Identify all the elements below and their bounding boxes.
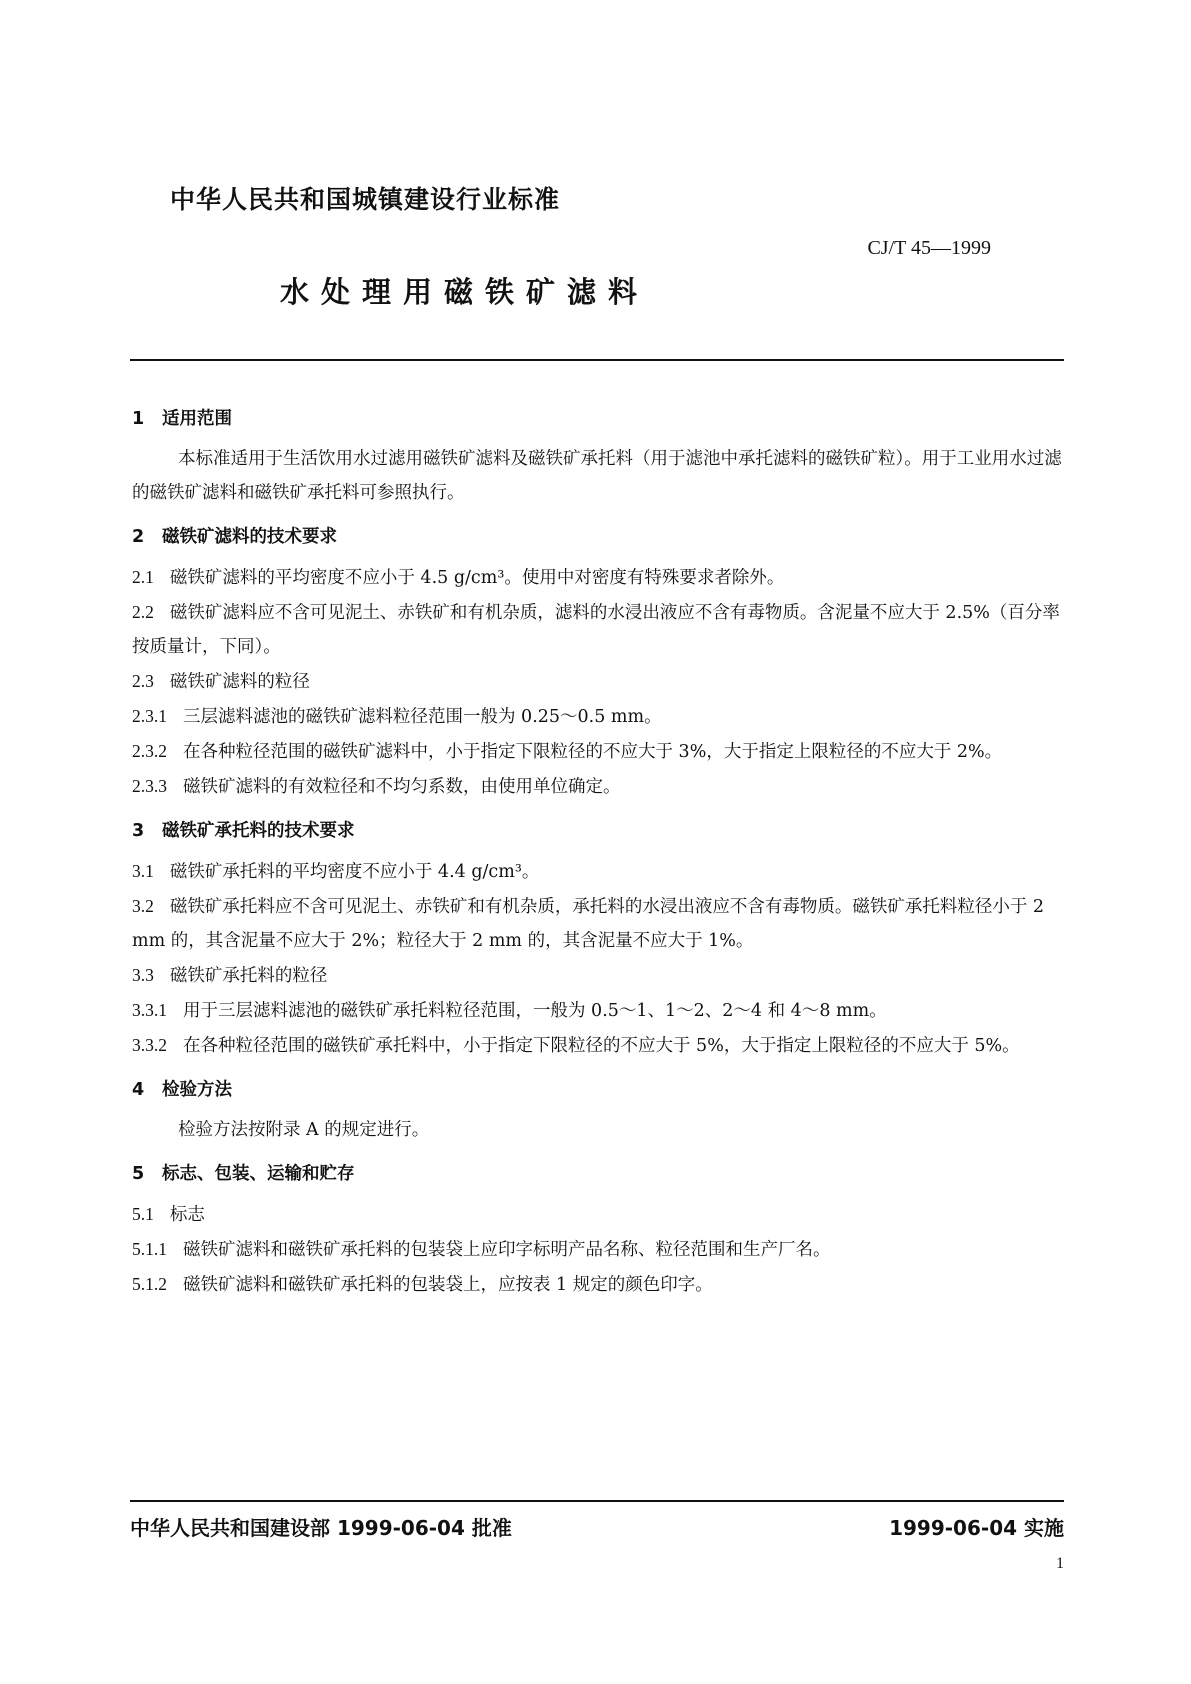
section-title: 适用范围	[162, 409, 232, 429]
section-number: 4	[132, 1080, 145, 1100]
clause-number: 5.1.2	[132, 1274, 167, 1294]
clause-number: 5.1	[132, 1204, 154, 1224]
clause-5-1	[132, 1197, 1064, 1232]
clause-text: 磁铁矿承托料应不含可见泥土、赤铁矿和有机杂质，承托料的水浸出液应不含有毒物质。磁铁矿承托料粒径小于 2 mm 的，其含泥量不应大于 2%；粒径大于 2 mm 的，其含泥量不应大于 1%。	[132, 897, 1045, 951]
section-title: 磁铁矿承托料的技术要求	[162, 821, 355, 841]
clause-text: 在各种粒径范围的磁铁矿滤料中，小于指定下限粒径的不应大于 3%，大于指定上限粒径的不应大于 2%。	[183, 742, 1003, 762]
section-3-heading	[132, 814, 1064, 848]
section-2-heading	[132, 520, 1064, 554]
section-number: 1	[132, 409, 145, 429]
section-title: 磁铁矿滤料的技术要求	[162, 527, 337, 547]
section-1-paragraph: 本标准适用于生活饮用水过滤用磁铁矿滤料及磁铁矿承托料（用于滤池中承托滤料的磁铁矿粒）。用于工业用水过滤的磁铁矿滤料和磁铁矿承托料可参照执行。	[132, 449, 1062, 503]
clause-number: 5.1.1	[132, 1239, 167, 1259]
section-title: 检验方法	[162, 1080, 232, 1100]
clause-number: 3.3.2	[132, 1035, 167, 1055]
clause-text: 三层滤料滤池的磁铁矿滤料粒径范围一般为 0.25～0.5 mm。	[183, 707, 662, 727]
clause-number: 2.3.3	[132, 776, 167, 796]
clause-2-1	[132, 560, 1064, 595]
issuing-body-heading: 中华人民共和国城镇建设行业标准	[170, 185, 561, 214]
clause-3-3-2	[132, 1028, 1064, 1063]
approval-statement: 中华人民共和国建设部 1999-06-04 批准	[130, 1516, 512, 1540]
document-body	[132, 402, 1064, 1302]
clause-number: 2.3	[132, 671, 154, 691]
clause-text: 磁铁矿滤料和磁铁矿承托料的包装袋上，应按表 1 规定的颜色印字。	[183, 1275, 713, 1295]
clause-number: 2.1	[132, 567, 154, 587]
clause-text: 磁铁矿滤料和磁铁矿承托料的包装袋上应印字标明产品名称、粒径范围和生产厂名。	[183, 1240, 831, 1260]
clause-text: 在各种粒径范围的磁铁矿承托料中，小于指定下限粒径的不应大于 5%，大于指定上限粒径的不应大于 5%。	[183, 1036, 1020, 1056]
clause-text: 标志	[169, 1205, 205, 1225]
clause-5-1-1	[132, 1232, 1064, 1267]
clause-2-3	[132, 664, 1064, 699]
clause-number: 2.3.1	[132, 706, 167, 726]
clause-2-3-1	[132, 699, 1064, 734]
clause-number: 2.3.2	[132, 741, 167, 761]
clause-3-3	[132, 958, 1064, 993]
clause-text: 磁铁矿滤料的有效粒径和不均匀系数，由使用单位确定。	[183, 777, 621, 797]
clause-text: 磁铁矿滤料的粒径	[169, 672, 310, 692]
clause-text: 用于三层滤料滤池的磁铁矿承托料粒径范围，一般为 0.5～1、1～2、2～4 和 4～8 mm。	[183, 1001, 887, 1021]
section-number: 5	[132, 1164, 145, 1184]
clause-3-1	[132, 854, 1064, 889]
clause-number: 3.1	[132, 861, 154, 881]
section-number: 2	[132, 527, 145, 547]
section-5-heading	[132, 1157, 1064, 1191]
clause-2-3-3	[132, 769, 1064, 804]
footer-divider	[130, 1500, 1064, 1502]
standard-number: CJ/T 45—1999	[867, 237, 991, 259]
clause-number: 2.2	[132, 602, 154, 622]
clause-5-1-2	[132, 1267, 1064, 1302]
clause-text: 磁铁矿承托料的平均密度不应小于 4.4 g/cm³。	[169, 862, 540, 882]
page-number: 1	[1056, 1555, 1064, 1572]
section-4-paragraph: 检验方法按附录 A 的规定进行。	[178, 1120, 430, 1140]
document-title: 水处理用磁铁矿滤料	[280, 275, 650, 309]
clause-number: 3.3	[132, 965, 154, 985]
clause-number: 3.3.1	[132, 1000, 167, 1020]
section-4-heading	[132, 1073, 1064, 1107]
clause-2-2	[132, 595, 1064, 664]
clause-2-3-2	[132, 734, 1064, 769]
section-1-heading	[132, 402, 1064, 436]
clause-text: 磁铁矿承托料的粒径	[169, 966, 328, 986]
section-number: 3	[132, 821, 145, 841]
clause-text: 磁铁矿滤料应不含可见泥土、赤铁矿和有机杂质，滤料的水浸出液应不含有毒物质。含泥量不应大于 2.5%（百分率按质量计，下同）。	[132, 603, 1060, 657]
clause-3-2	[132, 889, 1064, 958]
effective-date: 1999-06-04 实施	[889, 1516, 1064, 1540]
clause-3-3-1	[132, 993, 1064, 1028]
section-title: 标志、包装、运输和贮存	[162, 1164, 355, 1184]
clause-number: 3.2	[132, 896, 154, 916]
clause-text: 磁铁矿滤料的平均密度不应小于 4.5 g/cm³。使用中对密度有特殊要求者除外。	[169, 568, 785, 588]
header-divider	[130, 359, 1064, 361]
